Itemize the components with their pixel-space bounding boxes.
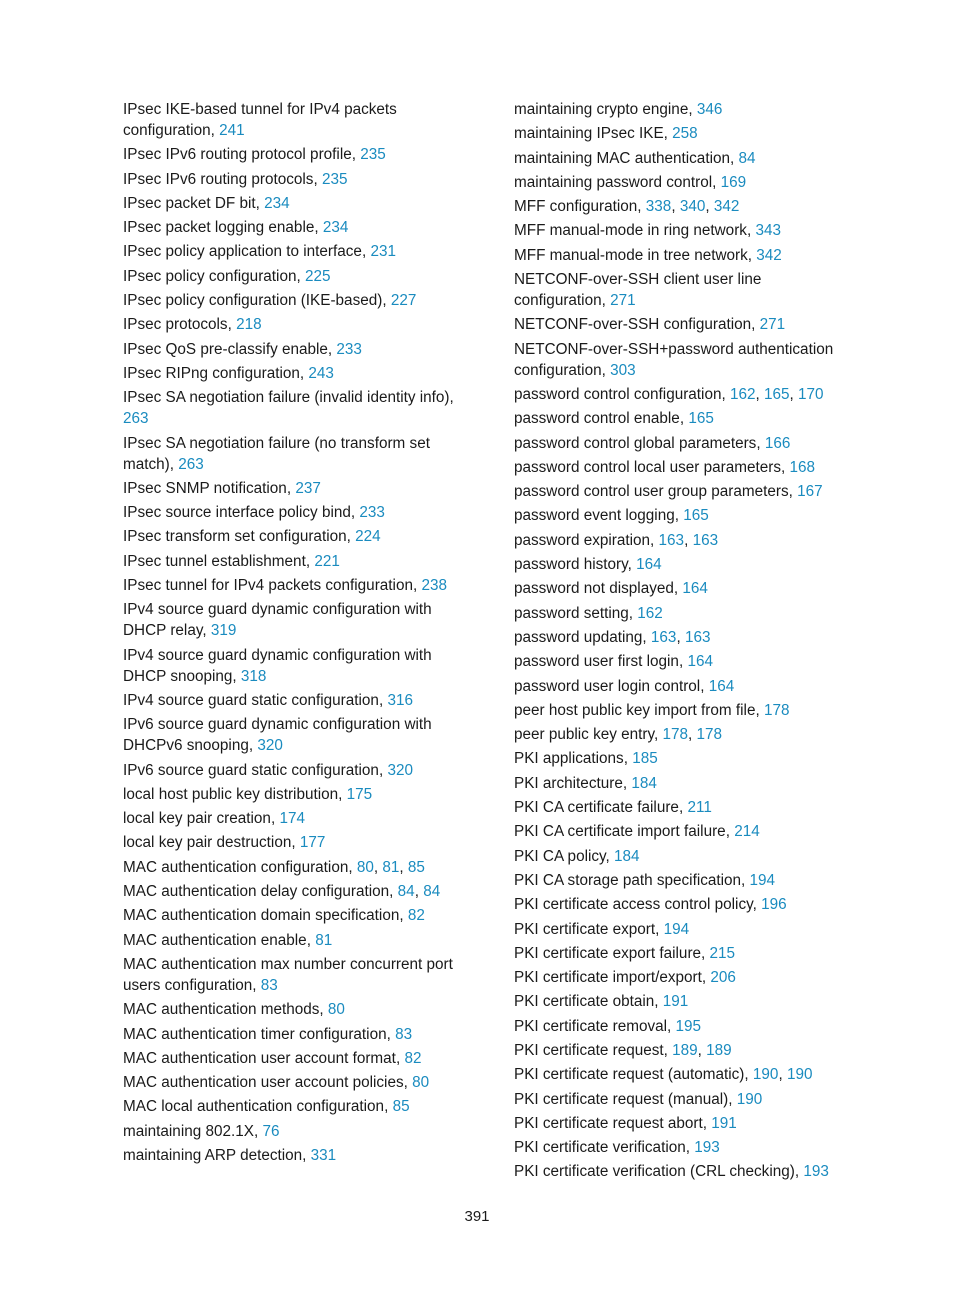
index-entry: PKI certificate export, 194 [514, 920, 690, 938]
index-entry: PKI CA certificate failure, 211 [514, 799, 712, 817]
page-link[interactable]: 234 [264, 194, 290, 212]
index-term: IPsec packet logging enable [123, 219, 315, 237]
index-term: MAC authentication enable [123, 931, 307, 949]
page-link[interactable]: 191 [662, 993, 689, 1011]
page-link[interactable]: 163 [650, 628, 677, 646]
index-term: IPv4 source guard static configuration [123, 691, 379, 709]
index-entry: PKI CA policy, 184 [514, 847, 640, 865]
page-link[interactable]: 166 [764, 434, 791, 452]
index-entry: maintaining ARP detection, 331 [123, 1146, 337, 1164]
index-entry: IPsec IKE-based tunnel for IPv4 packets configuration, 241 [123, 101, 397, 139]
page-link[interactable]: 178 [763, 701, 790, 719]
index-term: MAC authentication delay configuration [123, 883, 390, 901]
index-term: PKI CA certificate failure [514, 799, 679, 817]
page-link[interactable]: 331 [310, 1146, 337, 1164]
index-entry: password control enable, 165 [514, 410, 714, 428]
index-term: password control user group parameters [514, 483, 789, 501]
index-term: PKI certificate obtain [514, 993, 655, 1011]
page-link[interactable]: 170 [798, 385, 824, 403]
page-link[interactable]: 190 [736, 1090, 763, 1108]
index-entry: password control user group parameters, 167 [514, 483, 823, 501]
index-term: IPv4 source guard dynamic configuration with DHCP snooping [123, 646, 432, 685]
index-entry: PKI certificate import/export, 206 [514, 969, 736, 987]
page-link[interactable]: 169 [720, 173, 747, 191]
index-entry: peer host public key import from file, 178 [514, 701, 790, 719]
index-entry: local key pair creation, 174 [123, 810, 305, 828]
page-link[interactable]: 227 [390, 292, 417, 310]
page-link[interactable]: 167 [797, 483, 823, 501]
page-link[interactable]: 165 [683, 507, 709, 525]
page-link[interactable]: 340 [679, 198, 706, 216]
index-term: IPsec policy configuration (IKE-based) [123, 292, 383, 310]
index-entry: MAC authentication domain specification, 82 [123, 907, 425, 925]
page-link[interactable]: 184 [614, 847, 640, 865]
index-entry: IPv4 source guard static configuration, 316 [123, 691, 413, 709]
page-link[interactable]: 231 [370, 243, 396, 261]
index-term: IPsec IPv6 routing protocol profile [123, 146, 352, 164]
index-term: maintaining password control [514, 173, 713, 191]
index-term: MAC authentication user account format [123, 1049, 396, 1067]
index-term: MAC authentication max number concurrent port users configuration [123, 955, 453, 994]
index-term: IPsec protocols [123, 316, 228, 334]
index-term: PKI CA certificate import failure [514, 823, 726, 841]
index-term: PKI certificate import/export [514, 969, 702, 987]
index-term: local host public key distribution [123, 785, 339, 803]
page-link[interactable]: 83 [395, 1025, 413, 1043]
page-link[interactable]: 164 [687, 653, 713, 671]
index-entry: IPsec policy configuration (IKE-based), 227 [123, 292, 417, 310]
index-entry: MFF configuration, 338, 340, 342 [514, 198, 740, 216]
index-term: PKI certificate verification (CRL checking) [514, 1163, 795, 1181]
index-entry: PKI certificate export failure, 215 [514, 944, 736, 962]
page-link[interactable]: 225 [304, 267, 331, 285]
index-term: IPsec RIPng configuration [123, 364, 300, 382]
page-link[interactable]: 84 [738, 149, 756, 167]
page-link[interactable]: 346 [696, 101, 723, 118]
page-link[interactable]: 164 [708, 677, 735, 695]
page-link[interactable]: 162 [637, 604, 663, 622]
index-term: IPsec IKE-based tunnel for IPv4 packets configuration [123, 101, 397, 139]
index-entry: password history, 164 [514, 556, 662, 574]
index-column-left [123, 99, 475, 1169]
index-entry: IPsec RIPng configuration, 243 [123, 364, 334, 382]
index-term: password control global parameters [514, 434, 757, 452]
index-term: IPv6 source guard dynamic configuration with DHCPv6 snooping [123, 716, 432, 755]
page-link[interactable]: 193 [803, 1163, 829, 1181]
page-link[interactable]: 177 [299, 834, 326, 852]
page-link[interactable]: 238 [421, 577, 447, 595]
page-link[interactable]: 342 [756, 246, 782, 264]
index-term: maintaining crypto engine [514, 101, 689, 118]
page-link[interactable]: 218 [236, 316, 262, 334]
index-term: PKI certificate access control policy [514, 896, 753, 914]
page-link[interactable]: 318 [240, 667, 267, 685]
index-entry: IPv6 source guard static configuration, 320 [123, 761, 413, 779]
page-link[interactable]: 214 [734, 823, 760, 841]
index-entry: password control local user parameters, 168 [514, 458, 815, 476]
page-link[interactable]: 320 [387, 761, 413, 779]
index-term: MAC authentication user account policies [123, 1074, 404, 1092]
index-entry: NETCONF-over-SSH client user line configuration, 271 [514, 271, 762, 310]
index-term: PKI certificate export failure [514, 944, 702, 962]
index-term: MFF manual-mode in ring network [514, 222, 747, 240]
page-link[interactable]: 189 [706, 1041, 732, 1059]
index-entry: PKI certificate verification (CRL checking), 193 [514, 1163, 829, 1181]
page-link[interactable]: 162 [729, 385, 756, 403]
index-entry: maintaining password control, 169 [514, 173, 747, 191]
index-term: peer host public key import from file [514, 701, 756, 719]
index-term: IPsec policy configuration [123, 267, 297, 285]
index-entry: PKI certificate removal, 195 [514, 1017, 702, 1035]
page-link[interactable]: 320 [257, 737, 283, 755]
index-entry: MAC authentication max number concurrent port users configuration, 83 [123, 955, 453, 994]
page-link[interactable]: 193 [694, 1139, 720, 1157]
page-link[interactable]: 338 [645, 198, 672, 216]
page-link[interactable]: 168 [789, 458, 815, 476]
page-link[interactable]: 190 [786, 1066, 813, 1084]
page-link[interactable]: 174 [279, 810, 305, 828]
page-link[interactable]: 191 [711, 1114, 737, 1132]
page-number: 391 [464, 1208, 490, 1225]
index-term: MAC authentication domain specification [123, 907, 400, 925]
page-link[interactable]: 215 [709, 944, 736, 962]
page-link[interactable]: 163 [684, 628, 711, 646]
index-entry: MAC authentication user account policies, 80 [123, 1074, 430, 1092]
index-entry: PKI applications, 185 [514, 750, 658, 768]
index-entry: IPsec IPv6 routing protocol profile, 235 [123, 146, 386, 164]
index-entry: password event logging, 165 [514, 507, 709, 525]
page-link[interactable]: 196 [761, 896, 787, 914]
index-term: MFF manual-mode in tree network [514, 246, 748, 264]
index-entry: PKI certificate request (manual), 190 [514, 1090, 763, 1108]
index-entry: PKI certificate request abort, 191 [514, 1114, 737, 1132]
index-term: password event logging [514, 507, 675, 525]
index-term: IPsec SNMP notification [123, 479, 287, 497]
index-term: password control configuration [514, 385, 722, 403]
page-link[interactable]: 165 [764, 385, 790, 403]
index-entry: local host public key distribution, 175 [123, 785, 373, 803]
page-link[interactable]: 303 [610, 361, 636, 379]
index-term: MAC authentication timer configuration [123, 1025, 387, 1043]
page-link[interactable]: 82 [407, 907, 425, 925]
index-entry: MFF manual-mode in tree network, 342 [514, 246, 782, 264]
page-link[interactable]: 178 [696, 726, 723, 744]
index-term: PKI certificate request (manual) [514, 1090, 729, 1108]
index-term: PKI CA storage path specification [514, 871, 742, 889]
index-term: IPsec tunnel establishment [123, 552, 306, 570]
page-link[interactable]: 84 [397, 883, 415, 901]
index-entry: peer public key entry, 178, 178 [514, 726, 723, 744]
index-entry: MFF manual-mode in ring network, 343 [514, 222, 781, 240]
index-entry: MAC local authentication configuration, 85 [123, 1098, 410, 1116]
index-entry: IPsec policy application to interface, 231 [123, 243, 396, 261]
index-entry: PKI certificate obtain, 191 [514, 993, 689, 1011]
index-term: PKI certificate export [514, 920, 656, 938]
index-term: password user first login [514, 653, 679, 671]
index-term: NETCONF-over-SSH configuration [514, 316, 752, 334]
index-term: IPsec packet DF bit [123, 194, 256, 212]
index-term: MAC authentication methods [123, 1001, 320, 1019]
page-link[interactable]: 221 [314, 552, 340, 570]
index-term: IPsec SA negotiation failure (no transform set match) [123, 434, 430, 473]
index-term: IPv6 source guard static configuration [123, 761, 379, 779]
index-term: maintaining 802.1X [123, 1122, 254, 1140]
page-link[interactable]: 189 [672, 1041, 698, 1059]
index-term: maintaining MAC authentication [514, 149, 730, 167]
page-link[interactable]: 194 [663, 920, 690, 938]
index-term: MFF configuration [514, 198, 638, 216]
page-link[interactable]: 206 [710, 969, 736, 987]
index-entry: IPsec tunnel for IPv4 packets configuration, 238 [123, 577, 447, 595]
index-entry: password control configuration, 162, 165, 170 [514, 385, 824, 403]
index-term: IPsec source interface policy bind [123, 504, 351, 522]
index-column-right [514, 99, 844, 1186]
index-entry: PKI certificate access control policy, 196 [514, 896, 787, 914]
index-entry: PKI certificate request (automatic), 190, 190 [514, 1066, 813, 1084]
index-entry: PKI certificate request, 189, 189 [514, 1041, 732, 1059]
page-link[interactable]: 233 [359, 504, 385, 522]
index-entry: IPsec protocols, 218 [123, 316, 262, 334]
index-term: maintaining IPsec IKE [514, 125, 664, 143]
index-term: IPsec policy application to interface [123, 243, 362, 261]
index-term: password updating [514, 628, 643, 646]
index-entry: NETCONF-over-SSH+password authentication configuration, 303 [514, 340, 834, 379]
index-term: IPsec SA negotiation failure (invalid identity info) [123, 389, 450, 407]
index-term: local key pair destruction [123, 834, 292, 852]
page-link[interactable]: 233 [336, 340, 362, 358]
index-term: PKI certificate verification [514, 1139, 686, 1157]
page-link[interactable]: 237 [295, 479, 321, 497]
page-link[interactable]: 178 [662, 726, 689, 744]
index-entry: password control global parameters, 166 [514, 434, 791, 452]
page-link[interactable]: 263 [123, 410, 149, 428]
index-term: IPsec tunnel for IPv4 packets configuration [123, 577, 413, 595]
page-link[interactable]: 195 [675, 1017, 702, 1035]
index-term: PKI CA policy [514, 847, 606, 865]
index-entry: IPsec policy configuration, 225 [123, 267, 331, 285]
index-term: IPsec transform set configuration [123, 528, 347, 546]
page-link[interactable]: 319 [210, 622, 237, 640]
index-term: IPsec IPv6 routing protocols [123, 170, 314, 188]
index-term: password expiration [514, 531, 651, 549]
index-entry: MAC authentication configuration, 80, 81, 85 [123, 858, 425, 876]
page-link[interactable]: 83 [260, 976, 278, 994]
page-link[interactable]: 258 [672, 125, 698, 143]
page-link[interactable]: 80 [412, 1074, 430, 1092]
index-term: password control local user parameters [514, 458, 781, 476]
index-term: NETCONF-over-SSH+password authentication configuration [514, 340, 834, 379]
index-entry: password updating, 163, 163 [514, 628, 711, 646]
page-link[interactable]: 343 [755, 222, 781, 240]
page-link[interactable]: 184 [631, 774, 657, 792]
index-entry: local key pair destruction, 177 [123, 834, 326, 852]
index-term: PKI certificate request abort [514, 1114, 703, 1132]
index-term: MAC authentication configuration [123, 858, 349, 876]
page-link[interactable]: 224 [355, 528, 381, 546]
index-entry: IPsec IPv6 routing protocols, 235 [123, 170, 348, 188]
page-link[interactable]: 82 [404, 1049, 422, 1067]
page-link[interactable]: 194 [749, 871, 776, 889]
page-link[interactable]: 76 [262, 1122, 280, 1140]
index-term: MAC local authentication configuration [123, 1098, 385, 1116]
index-entry: IPv6 source guard dynamic configuration with DHCPv6 snooping, 320 [123, 716, 432, 755]
index-entry: IPsec SA negotiation failure (no transform set match), 263 [123, 434, 430, 473]
index-entry: MAC authentication user account format, 82 [123, 1049, 422, 1067]
page-link[interactable]: 316 [387, 691, 413, 709]
index-entry: password not displayed, 164 [514, 580, 708, 598]
page-link[interactable]: 81 [382, 858, 400, 876]
index-entry: PKI architecture, 184 [514, 774, 657, 792]
page-link[interactable]: 190 [752, 1066, 779, 1084]
index-term: password not displayed [514, 580, 674, 598]
page-link[interactable]: 80 [327, 1001, 345, 1019]
index-entry: IPsec source interface policy bind, 233 [123, 504, 385, 522]
page-link[interactable]: 165 [688, 410, 714, 428]
index-term: peer public key entry [514, 726, 655, 744]
page-link[interactable]: 243 [308, 364, 334, 382]
page-link[interactable]: 85 [407, 858, 425, 876]
page-link[interactable]: 235 [360, 146, 386, 164]
page-link[interactable]: 235 [321, 170, 348, 188]
page-link[interactable]: 185 [632, 750, 658, 768]
index-entry: NETCONF-over-SSH configuration, 271 [514, 316, 786, 334]
index-entry: MAC authentication methods, 80 [123, 1001, 345, 1019]
page-link[interactable]: 342 [713, 198, 740, 216]
index-term: IPv4 source guard dynamic configuration with DHCP relay [123, 601, 432, 640]
index-term: PKI certificate request (automatic) [514, 1066, 745, 1084]
index-entry: IPsec QoS pre-classify enable, 233 [123, 340, 362, 358]
index-term: password setting [514, 604, 629, 622]
page-link[interactable]: 163 [692, 531, 719, 549]
index-entry: MAC authentication enable, 81 [123, 931, 333, 949]
page-link[interactable]: 164 [682, 580, 708, 598]
index-entry: password user login control, 164 [514, 677, 735, 695]
page-link[interactable]: 163 [658, 531, 685, 549]
index-term: PKI certificate removal [514, 1017, 668, 1035]
index-entry: maintaining MAC authentication, 84 [514, 149, 756, 167]
index-entry: password setting, 162 [514, 604, 663, 622]
page-link[interactable]: 271 [610, 292, 636, 310]
index-term: NETCONF-over-SSH client user line configuration [514, 271, 762, 310]
index-entry: maintaining crypto engine, 346 [514, 101, 723, 118]
index-entry: PKI CA storage path specification, 194 [514, 871, 776, 889]
index-term: PKI certificate request [514, 1041, 664, 1059]
page-link[interactable]: 241 [219, 122, 245, 139]
page-link[interactable]: 81 [315, 931, 333, 949]
index-entry: IPv4 source guard dynamic configuration with DHCP snooping, 318 [123, 646, 432, 685]
page-link[interactable]: 85 [392, 1098, 410, 1116]
page-link[interactable]: 84 [423, 883, 441, 901]
index-entry: IPsec packet logging enable, 234 [123, 219, 349, 237]
index-entry: IPv4 source guard dynamic configuration with DHCP relay, 319 [123, 601, 432, 640]
index-entry: MAC authentication delay configuration, 84, 84 [123, 883, 441, 901]
index-entry: IPsec tunnel establishment, 221 [123, 552, 340, 570]
index-entry: maintaining IPsec IKE, 258 [514, 125, 698, 143]
index-entry: maintaining 802.1X, 76 [123, 1122, 280, 1140]
index-entry: PKI certificate verification, 193 [514, 1139, 720, 1157]
index-entry: password expiration, 163, 163 [514, 531, 719, 549]
page-link[interactable]: 80 [356, 858, 374, 876]
page-link[interactable]: 211 [687, 799, 712, 817]
index-entry: MAC authentication timer configuration, 83 [123, 1025, 413, 1043]
index-entry: IPsec packet DF bit, 234 [123, 194, 290, 212]
index-term: local key pair creation [123, 810, 271, 828]
index-entry: password user first login, 164 [514, 653, 713, 671]
index-term: password control enable [514, 410, 680, 428]
page-link[interactable]: 234 [322, 219, 349, 237]
page-link[interactable]: 164 [636, 556, 662, 574]
index-term: PKI applications [514, 750, 624, 768]
index-term: password user login control [514, 677, 701, 695]
index-entry: IPsec SNMP notification, 237 [123, 479, 321, 497]
index-entry: PKI CA certificate import failure, 214 [514, 823, 760, 841]
index-term: PKI architecture [514, 774, 623, 792]
index-entry: IPsec transform set configuration, 224 [123, 528, 381, 546]
index-term: maintaining ARP detection [123, 1146, 303, 1164]
page-link[interactable]: 271 [759, 316, 786, 334]
index-entry: IPsec SA negotiation failure (invalid identity info), 263 [123, 389, 454, 428]
page-link[interactable]: 175 [346, 785, 373, 803]
index-term: password history [514, 556, 628, 574]
index-term: IPsec QoS pre-classify enable [123, 340, 328, 358]
page-link[interactable]: 263 [178, 455, 204, 473]
